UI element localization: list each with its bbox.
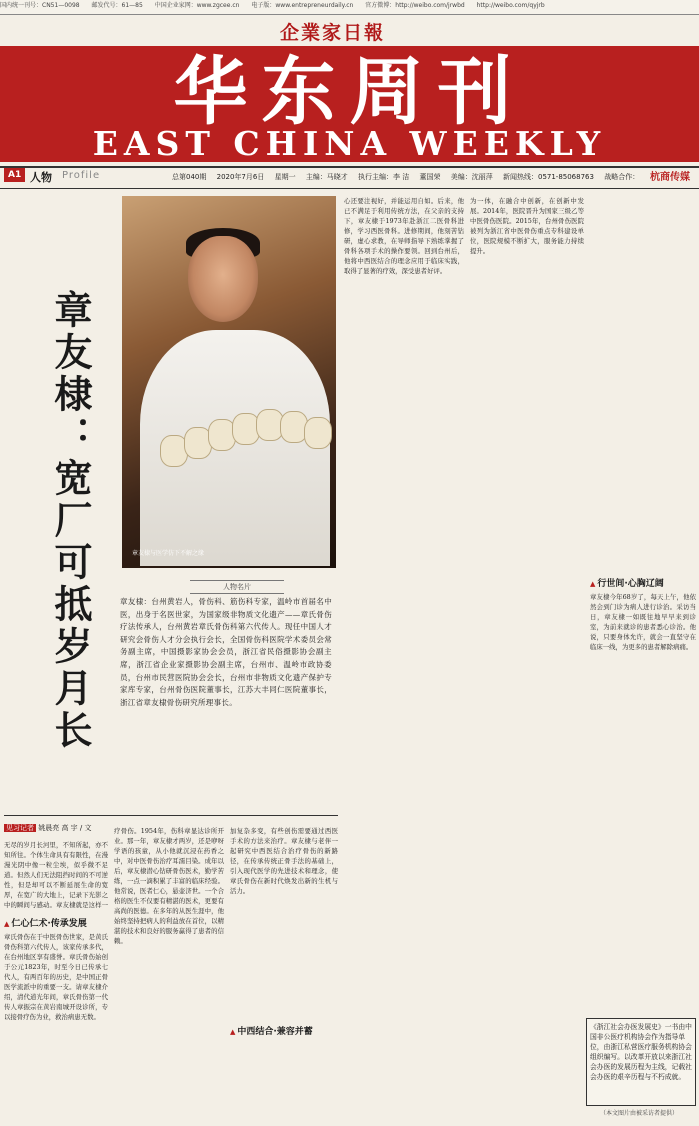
meta-item: 邮发代号：61—85 xyxy=(91,2,143,9)
art-editor: 美编：沈丽萍 xyxy=(450,173,493,181)
meta-item: 国内统一刊号：CN51—0098 xyxy=(0,2,80,9)
article-col-1b: 章氏骨伤在于中医骨伤世家，是黄氏骨伤科第六代传人，该家传承多代，在台州地区享有盛誉。章氏骨伤始创于公元1823年，时至今日已传承七代人，有两百年的历史，是中国正骨医学流派中的重要一支。请章友棣介绍，清代道光年间，章氏骨伤第一代传人章振宗在黄岩南城开设诊所，专以接骨疗伤为业，救治病患无数。 xyxy=(4,933,108,1021)
page-badge: A1 xyxy=(4,168,25,182)
article-col-6 xyxy=(590,196,696,616)
partner-label: 战略合作： xyxy=(604,173,640,181)
issue-number: 总第040期 xyxy=(172,173,207,181)
issue-info xyxy=(172,172,647,182)
meta-line xyxy=(0,0,699,15)
editor: 主编：马晓才 xyxy=(305,173,348,181)
photo-credit: （本文图片由被采访者提供） xyxy=(600,1110,679,1117)
divider xyxy=(4,815,338,816)
photo-face xyxy=(188,236,258,322)
spine-model xyxy=(160,395,330,475)
article-col-2: 疗骨伤。1954年，伤科章显达诊所开业。那一年，章友棣才两岁，还是咿呀学语的孩童，从小他就沉浸在药香之中，对中医骨伤治疗耳濡目染。成年以后，章友棣潜心钻研骨伤医术，勤学苦练，一点一滴积累了丰富的临床经验。他常说，医者仁心，悬壶济世。一个合格的医生不仅要有精湛的医术，更要有高尚的医德。在多年的从医生涯中，他始终坚持把病人的利益放在首位，以精湛的技术和良好的服务赢得了患者的信赖。 xyxy=(114,827,224,945)
masthead-subtitle: EAST CHINA WEEKLY xyxy=(92,124,607,163)
article-col-3: 加复杂多变，有些创伤需要通过西医手术的方法来治疗。章友棣与老伴一起研究中西医结合治疗骨伤的新路径，在传承传统正骨手法的基础上，引入现代医学的先进技术和理念，使章氏骨伤在新时代焕发出新的生机与活力。 xyxy=(230,827,338,895)
meta-item: 官方微博：http://weibo.com/jrwbd xyxy=(365,2,465,9)
subhead-1: ▲ 仁心仁术·传承发展 xyxy=(4,916,87,929)
article-col-4: 心还要注视好，并能运用自如。后来，他已不满足于利用传统方法，在父亲的支持下，章友棣于1973年赴浙江二医骨科进修，学习西医骨科。进修期间，他刻苦钻研，虚心求教，在导师指导下熟练掌握了骨科各项手术的操作要领。回到台州后，他将中西医结合的理念应用于临床实践，取得了显著的疗效，深受患者好评。 xyxy=(344,197,464,275)
masthead-title: 华东周刊 xyxy=(173,49,526,135)
partner-logo: 杭商传媒 xyxy=(650,172,690,183)
issue-weekday: 星期一 xyxy=(274,173,296,181)
news-hotline: 新闻热线：0571-85068763 xyxy=(502,173,594,181)
meta-item: 电子版：www.entrepreneurdaily.cn xyxy=(251,2,354,9)
headline: 章友棣：宽厂可抵岁月长 xyxy=(48,290,93,752)
newspaper-brand: 企業家日報 xyxy=(280,22,386,44)
byline-label: 见习记者 xyxy=(6,824,34,832)
article-col-5: 为一体，在融合中创新，在创新中发展。2014年，医院晋升为国家三级乙等中医骨伤医院。2015年，台州骨伤医院被列为浙江省中医骨伤重点专科建设单位，医院规模不断扩大，服务能力持续提升。 xyxy=(470,197,584,255)
profile-card-title: 人物名片 xyxy=(190,580,284,594)
meta-item: http://weibo.com/qyjrb xyxy=(476,2,545,9)
exec-editor: 执行主编：李 洁 xyxy=(358,173,410,181)
issue-date: 2020年7月6日 xyxy=(216,173,265,181)
byline-names: 姚晨亮 高 宇 / 文 xyxy=(38,824,92,832)
profile-card-text: 章友棣：台州黄岩人，骨伤科、筋伤科专家，温岭市首届名中医，出身于名医世家，为国家级非物质文化遗产——章氏骨伤疗法传承人，台州黄岩章氏骨伤科第六代传人。现任中国人才研究会骨伤人才分会执行会长，全国骨伤科医院学术委员会常务副主席，中国摄影家协会会员，浙江省民俗摄影协会副主席，浙江省企业家摄影协会副主席，台州市、温岭市政协委员，台州市民营医院协会会长，台州市非物质文化遗产保护专家库专家，台州骨伤医院董事长，江苏大丰同仁医院董事长，浙江省章友棣骨伤研究所理事长。 xyxy=(120,597,332,707)
photo-caption: 章友棣与医学仿下不解之缘 xyxy=(132,550,205,557)
subhead-3: ▲ 行世间·心胸辽阔 xyxy=(590,576,664,589)
book-sidebox: 《浙江社会办医发展史》一书由中国非公医疗机构协会作为指导单位，由浙江私营医疗服务机构协会组织编写。以改革开放以来浙江社会办医的发展历程为主线，记载社会办医的艰辛历程与不朽成就。 xyxy=(586,1018,696,1106)
meta-item: 中国企业家网：www.zgcee.cn xyxy=(154,2,240,9)
byline xyxy=(4,823,92,833)
article-col-6b: 章友棣今年68岁了，每天上午，他依然会到门诊为病人进行诊治。采访当日，章友棣一如既往地早早来到诊室，为前来就诊的患者悉心诊治。他说，只要身体允许，就会一直坚守在临床一线，为更多的患者解除病痛。 xyxy=(590,593,696,651)
exec-editor-2: 董国荣 xyxy=(419,173,441,181)
section-title-en: Profile xyxy=(62,170,101,181)
subhead-2: ▲ 中西结合·兼容并蓄 xyxy=(230,1024,313,1037)
section-title: 人物 xyxy=(30,171,52,184)
article-col-1: 无尽的岁月长河里，不知所起，亦不知所往。个体生命具有有限性，在漫漫光阴中像一粒尘埃，似乎微不足道。但然人们无法阻挡时间的不可逆性，但是却可以不断延展生命的宽厚，在宽广的大地上，记录下光影之中的瞬间与感动。章友棣就是这样一 xyxy=(4,841,108,909)
